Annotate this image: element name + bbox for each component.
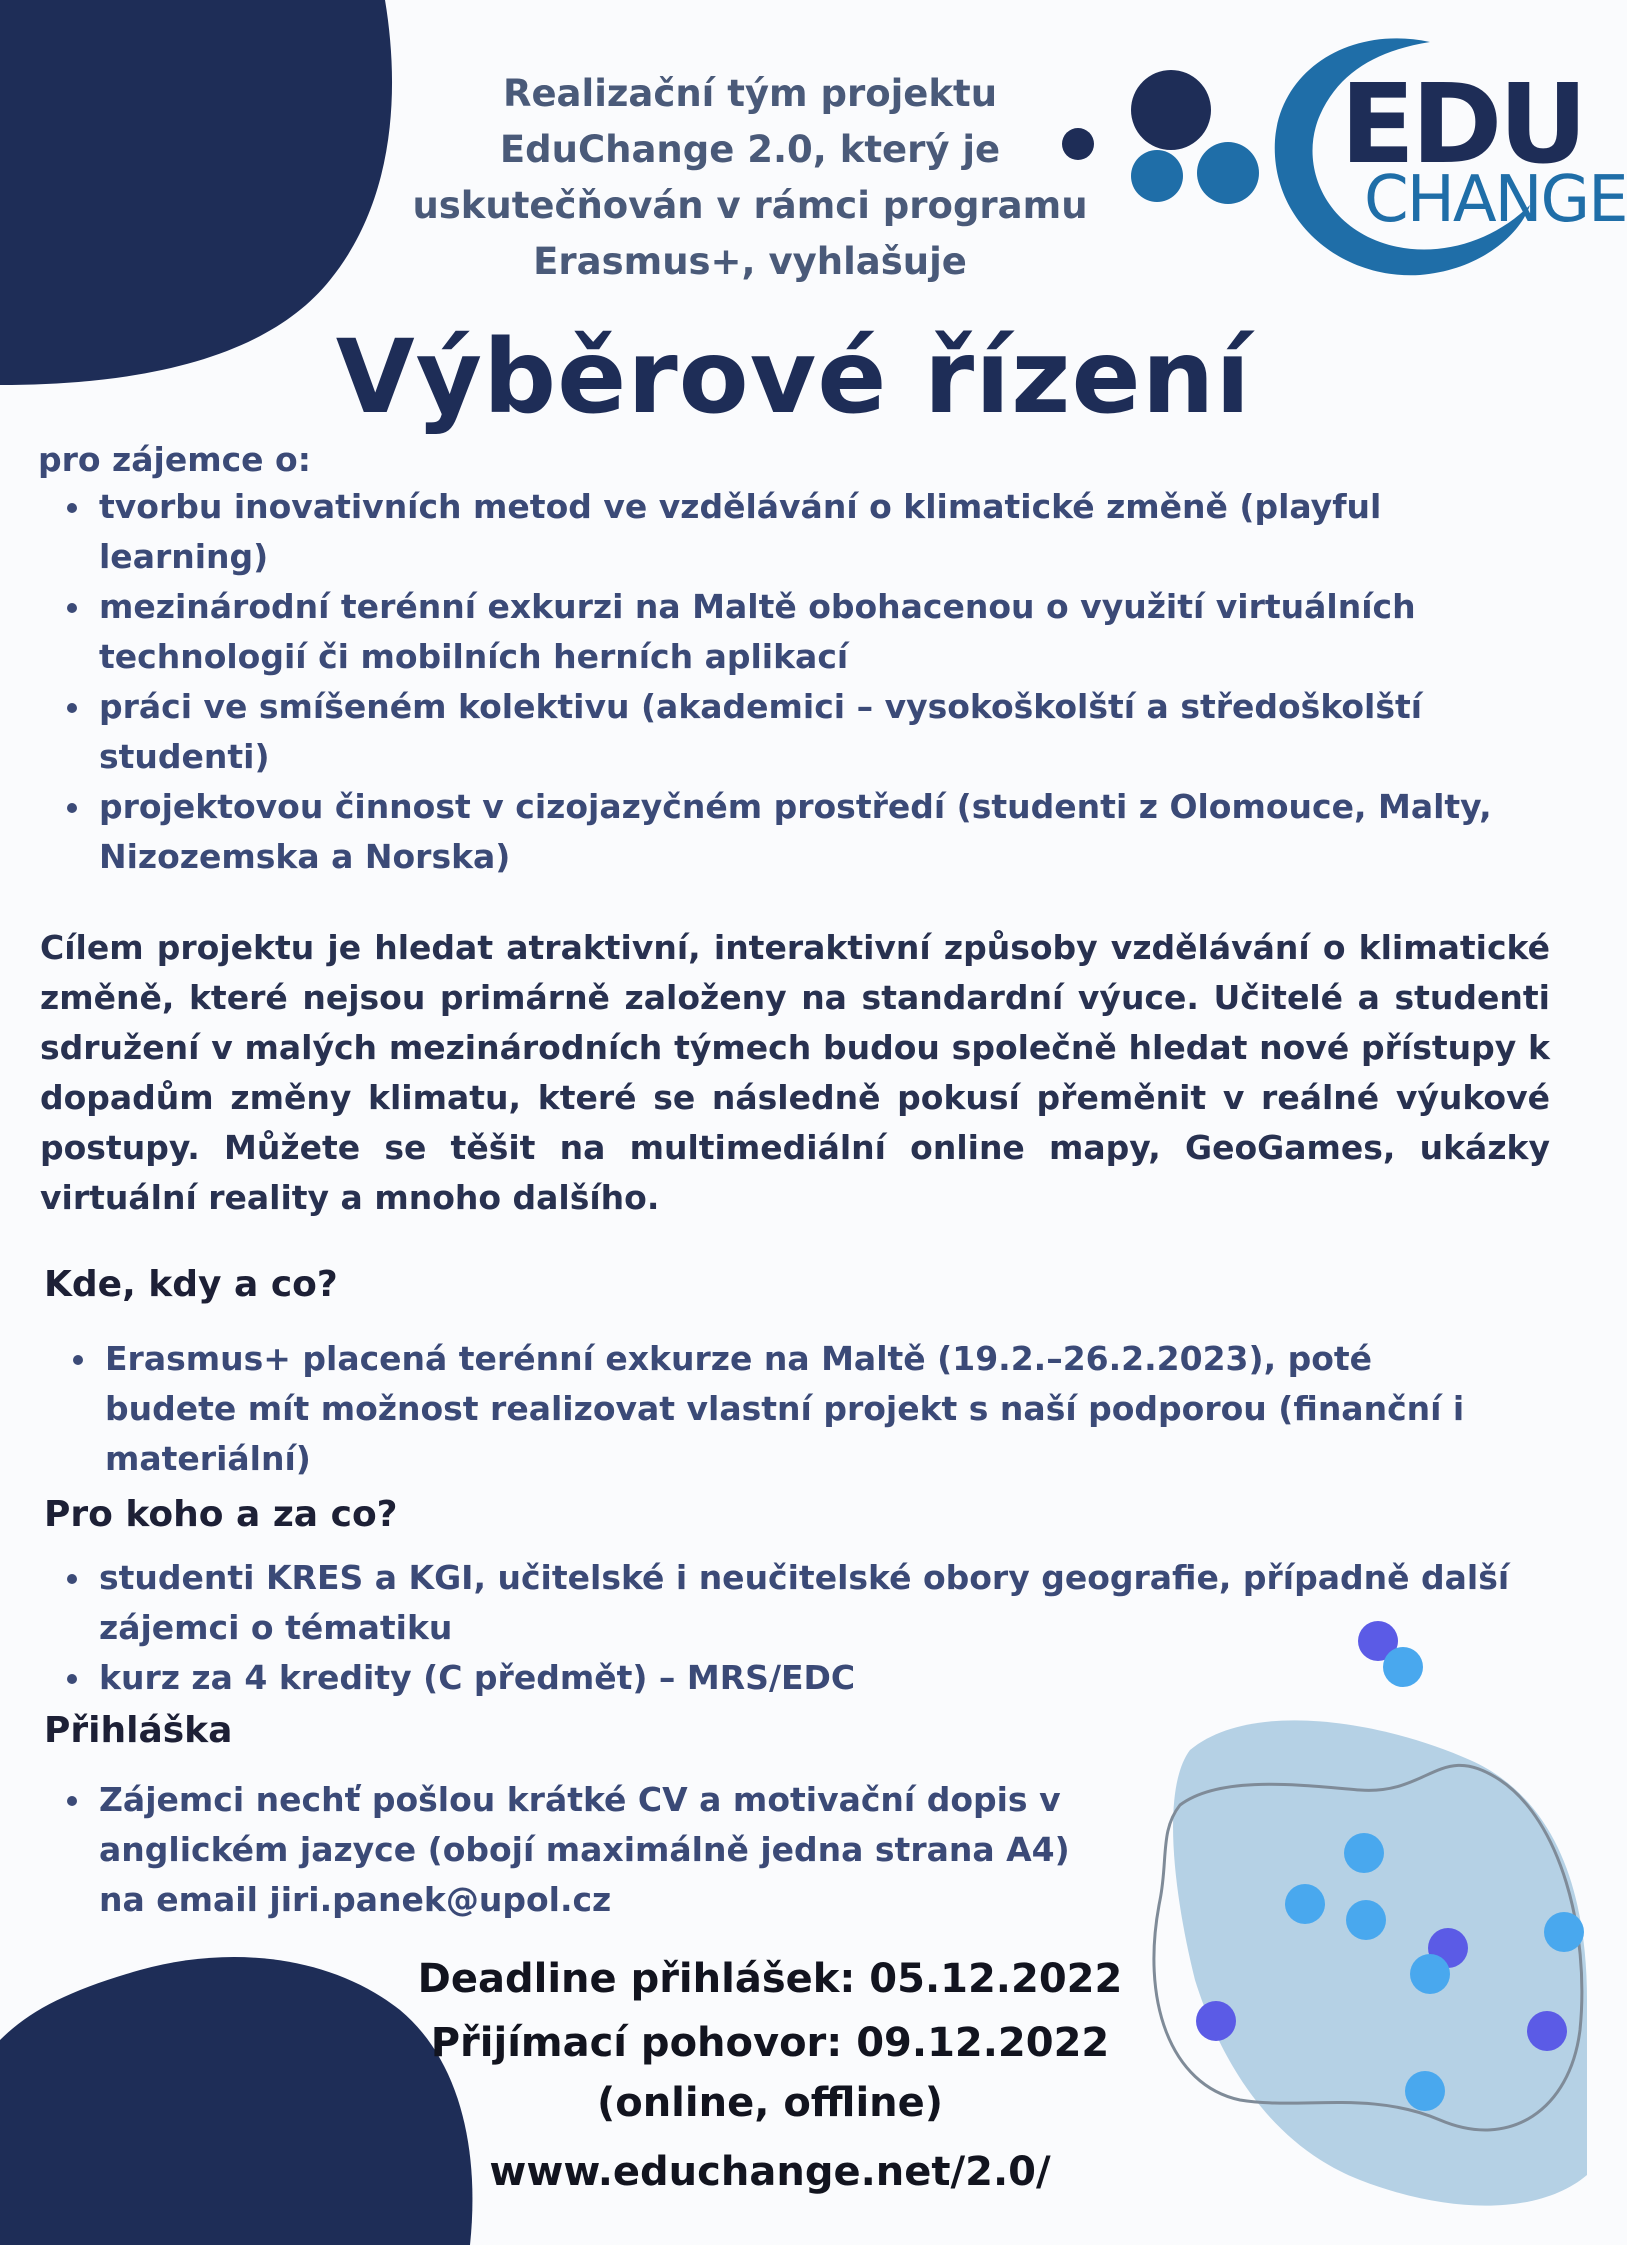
heading-where: Kde, kdy a co? (44, 1264, 338, 1305)
list-item: práci ve smíšeném kolektivu (akademici – vysokoškolští a středoškolští studenti) (38, 682, 1518, 782)
list-item: Zájemci nechť pošlou krátké CV a motivační dopis v anglickém jazyce (obojí maximálně jedna strana A4) na email jiri.panek@upol.cz (38, 1775, 1118, 1925)
dot-1 (1344, 1833, 1384, 1873)
dot-3 (1346, 1900, 1386, 1940)
list-item: mezinárodní terénní exkurzi na Maltě obohacenou o využití virtuálních technologií či mobilních herních aplikací (38, 582, 1518, 682)
topics-list (38, 482, 1518, 882)
apply-list (38, 1775, 1118, 1925)
logo-text-change: CHANGE (1364, 163, 1627, 237)
list-item: tvorbu inovativních metod ve vzdělávání o klimatické změně (playful learning) (38, 482, 1518, 582)
dot-9 (1405, 2071, 1445, 2111)
list-item: studenti KRES a KGI, učitelské i neučitelské obory geografie, případně další zájemci o tématiku (38, 1553, 1518, 1653)
where-list (44, 1334, 1514, 1484)
bottom-right-blob (1173, 1720, 1587, 2205)
heading-apply: Přihláška (44, 1710, 233, 1751)
interview-text: Přijímací pohovor: 09.12.2022 (430, 2020, 1110, 2066)
interest-label: pro zájemce o: (38, 440, 311, 479)
logo-text-edu: EDU (1340, 60, 1584, 188)
page-title: Výběrové řízení (335, 318, 1252, 437)
dot-5 (1410, 1954, 1450, 1994)
intro-text: Realizační tým projektu EduChange 2.0, který je uskutečňován v rámci programu Erasmus+, vyhlašuje (412, 72, 1088, 283)
interview-mode: (online, offline) (596, 2080, 944, 2126)
dot-8 (1527, 2011, 1567, 2051)
list-item: Erasmus+ placená terénní exkurze na Maltě (19.2.–26.2.2023), poté budete mít možnost realizovat vlastní projekt s naší podporou (finanční i materiální) (44, 1334, 1514, 1484)
dot-2 (1285, 1884, 1325, 1924)
deadline-text: Deadline přihlášek: 05.12.2022 (417, 1956, 1123, 2002)
dot-7 (1196, 2001, 1236, 2041)
list-item: projektovou činnost v cizojazyčném prostředí (studenti z Olomouce, Malty, Nizozemska a Norska) (38, 782, 1518, 882)
who-list (38, 1553, 1518, 1703)
website-link[interactable]: www.educhange.net/2.0/ (489, 2149, 1051, 2195)
dot-6 (1544, 1912, 1584, 1952)
heading-who: Pro koho a za co? (44, 1494, 398, 1535)
project-description: Cílem projektu je hledat atraktivní, interaktivní způsoby vzdělávání o klimatické změně, které nejsou primárně založeny na standardní výuce. Učitelé a studenti sdružení v malých mezinárodních týmech budou společně hledat nové přístupy k dopadům změny klimatu, které se následně pokusí přeměnit v reálné výukové postupy. Můžete se těšit na multimediální online mapy, GeoGames, ukázky virtuální reality a mnoho dalšího. (40, 928, 1550, 1217)
list-item: kurz za 4 kredity (C předmět) – MRS/EDC (38, 1653, 1518, 1703)
